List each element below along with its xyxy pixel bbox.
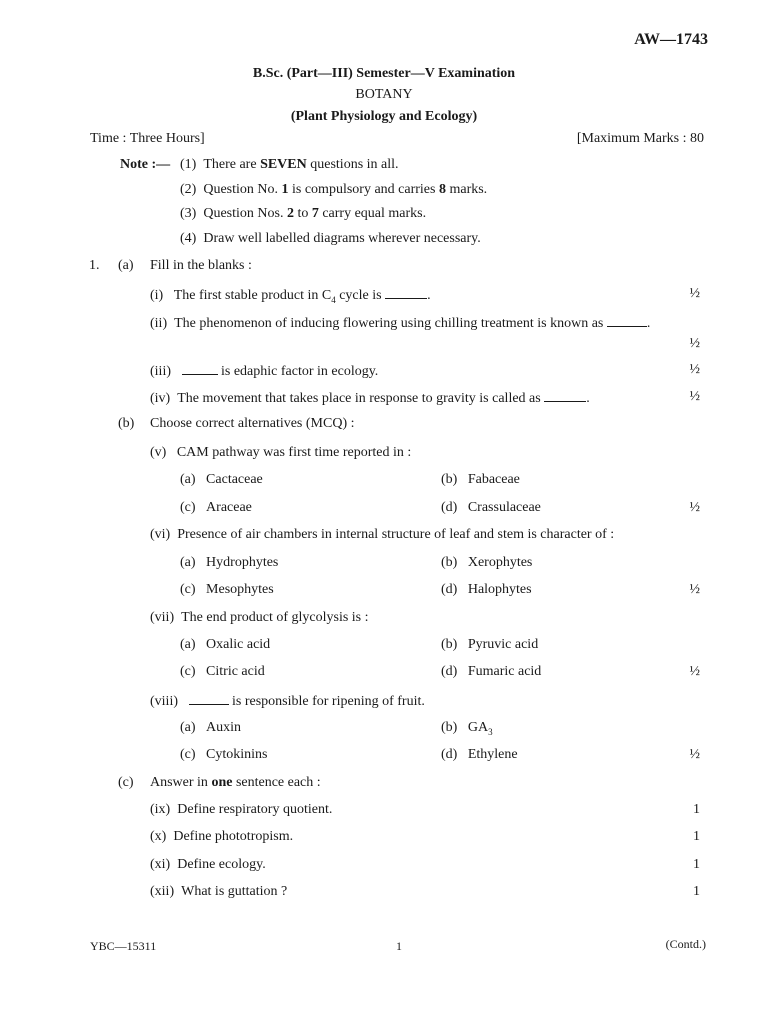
contd-label: (Contd.) — [665, 937, 706, 951]
mcq-option: (b) Pyruvic acid — [441, 637, 539, 652]
mcq-option: (d) Fumaric acid — [441, 664, 542, 679]
short-item-xi: (xi) Define ecology. — [150, 857, 266, 872]
paper-code: AW—1743 — [634, 31, 708, 48]
part-a-label: (a) — [118, 258, 134, 273]
note-item-3: (3) Question Nos. 2 to 7 carry equal marks. — [180, 206, 427, 221]
mcq-option: (b) $GA_3$ — [441, 720, 493, 737]
blank-item-i: (i) The first stable product in $C_4$ cycle is . — [150, 288, 431, 305]
mcq-option: (c) Cytokinins — [180, 747, 268, 762]
mcq-option: (d) Ethylene — [441, 747, 518, 762]
mcq-item-vi: (vi) Presence of air chambers in internal structure of leaf and stem is character of : — [150, 527, 615, 542]
mark-iv: ½ — [689, 389, 700, 404]
mark-ii: ½ — [689, 336, 700, 351]
mcq-option: (c) Araceae — [180, 500, 252, 515]
mark-v: ½ — [689, 500, 700, 515]
mcq-option: (a) Auxin — [180, 720, 242, 735]
short-item-ix: (ix) Define respiratory quotient. — [150, 802, 333, 817]
mark-ix: 1 — [693, 802, 700, 817]
note-item-1: (1) There are SEVEN questions in all. — [180, 157, 399, 172]
subject-title: BOTANY — [355, 87, 413, 102]
part-b-heading: Choose correct alternatives (MCQ) : — [150, 416, 355, 431]
max-marks-label: [Maximum Marks : 80 — [576, 131, 704, 146]
note-item-2: (2) Question No. 1 is compulsory and carries 8 marks. — [180, 182, 488, 197]
mcq-option: (d) Halophytes — [441, 582, 532, 597]
mcq-option: (b) Fabaceae — [441, 472, 520, 487]
mcq-option: (a) Cactaceae — [180, 472, 263, 487]
mcq-item-viii: (viii) is responsible for ripening of fruit. — [150, 694, 425, 709]
exam-title: B.Sc. (Part—III) Semester—V Examination — [252, 66, 516, 81]
mark-vi: ½ — [689, 582, 700, 597]
mark-xi: 1 — [693, 857, 700, 872]
part-b-label: (b) — [118, 416, 135, 431]
mcq-option: (b) Xerophytes — [441, 555, 533, 570]
part-c-heading: Answer in one sentence each : — [150, 775, 321, 790]
mcq-option: (a) Hydrophytes — [180, 555, 279, 570]
mark-vii: ½ — [689, 664, 700, 679]
mcq-option: (a) Oxalic acid — [180, 637, 271, 652]
short-item-x: (x) Define phototropism. — [150, 829, 294, 844]
mark-i: ½ — [689, 286, 700, 301]
mcq-item-vii: (vii) The end product of glycolysis is : — [150, 610, 369, 625]
paper-title: (Plant Physiology and Ecology) — [290, 109, 478, 124]
blank-item-ii: (ii) The phenomenon of inducing flowering using chilling treatment is known as . — [150, 316, 651, 331]
answer-blank — [182, 362, 218, 375]
footer-code: YBC—15311 — [90, 939, 157, 953]
mcq-option: (c) Mesophytes — [180, 582, 274, 597]
blank-item-iv: (iv) The movement that takes place in response to gravity is called as . — [150, 391, 590, 406]
note-lead: Note :— — [120, 157, 171, 172]
blank-item-iii: (iii) is edaphic factor in ecology. — [150, 364, 379, 379]
short-item-xii: (xii) What is guttation ? — [150, 884, 288, 899]
mark-x: 1 — [693, 829, 700, 844]
note-item-4: (4) Draw well labelled diagrams wherever necessary. — [180, 231, 481, 246]
mcq-option: (c) Citric acid — [180, 664, 265, 679]
page-number: 1 — [396, 939, 402, 953]
mcq-option: (d) Crassulaceae — [441, 500, 541, 515]
question-number: 1. — [89, 258, 100, 273]
mark-xii: 1 — [693, 884, 700, 899]
part-c-label: (c) — [118, 775, 134, 790]
mark-viii: ½ — [689, 747, 700, 762]
part-a-heading: Fill in the blanks : — [150, 258, 252, 273]
time-label: Time : Three Hours] — [90, 131, 205, 146]
answer-blank — [607, 314, 647, 327]
answer-blank — [385, 286, 427, 299]
mcq-item-v: (v) CAM pathway was first time reported in : — [150, 445, 412, 460]
answer-blank — [544, 389, 586, 402]
answer-blank — [189, 692, 229, 705]
mark-iii: ½ — [689, 362, 700, 377]
